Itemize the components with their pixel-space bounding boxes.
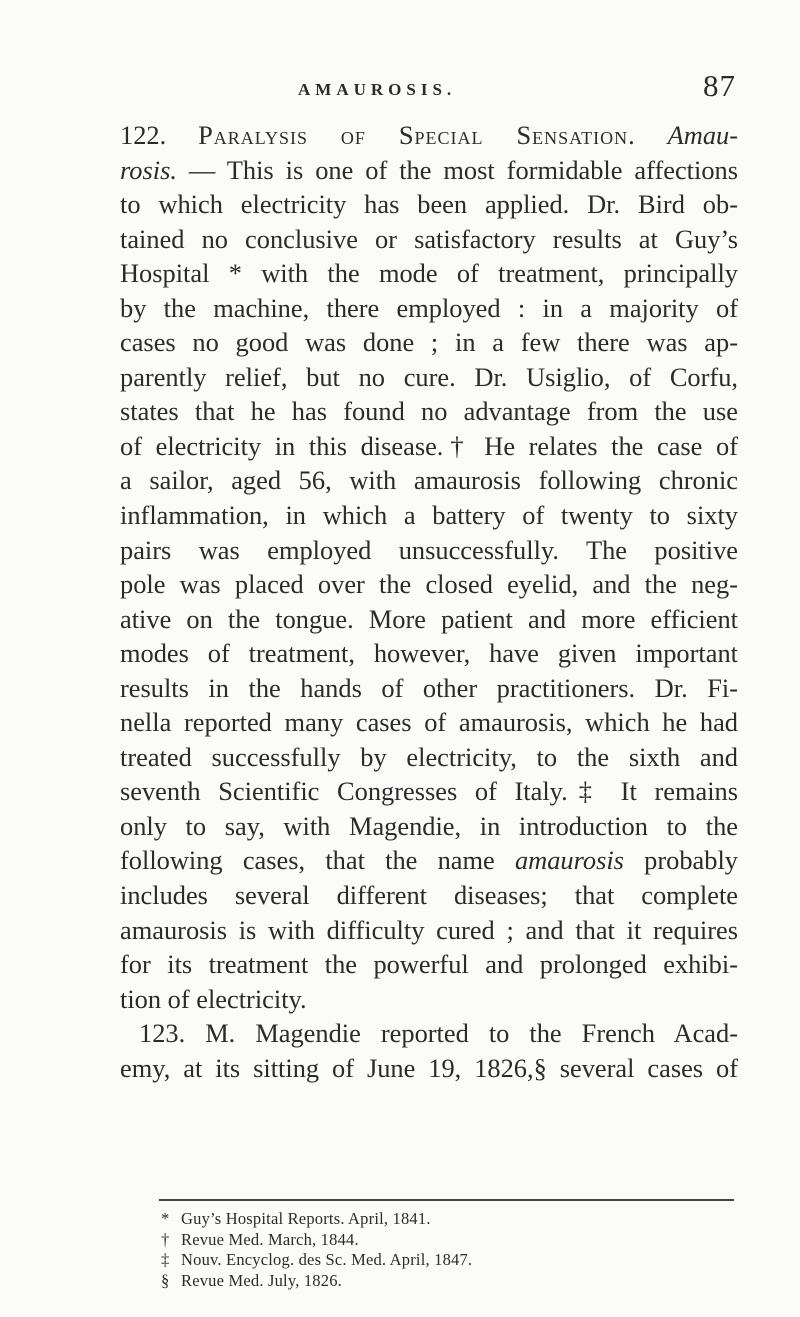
text-line-content: of electricity in this disease.† He relates the case of (120, 430, 738, 461)
text-line (120, 153, 738, 188)
text-line (120, 187, 738, 222)
text-line-content: to which electricity has been applied. Dr. Bird ob- (120, 189, 738, 220)
text-line-content: parently relief, but no cure. Dr. Usiglio, of Corfu, (120, 361, 738, 392)
text-line (120, 222, 738, 257)
footnote-text: Guy’s Hospital Reports. April, 1841. (181, 1209, 431, 1228)
text-line-content: results in the hands of other practitioners. Dr. Fi- (120, 672, 738, 703)
text-line (120, 256, 738, 291)
footnote (159, 1230, 679, 1251)
footnote (159, 1271, 679, 1292)
text-line (120, 498, 738, 533)
section-subject-continued: rosis. (120, 154, 177, 185)
text-line (120, 878, 738, 913)
footnote (159, 1250, 679, 1271)
text-line-content: cases no good was done ; in a few there was ap- (120, 327, 738, 358)
text-line (120, 1051, 738, 1086)
paragraph-number: 122. (120, 120, 199, 150)
text-line-content: nella reported many cases of amaurosis, which he had (120, 707, 738, 738)
text-line (120, 602, 738, 637)
footnote-mark: ‡ (161, 1250, 170, 1269)
text-line (120, 325, 738, 360)
text-line (120, 118, 738, 153)
text-line-content: tained no conclusive or satisfactory results at Guy’s (120, 223, 738, 254)
footnote-text: Nouv. Encyclog. des Sc. Med. April, 1847. (181, 1250, 473, 1269)
text-line (120, 429, 738, 464)
text-line (120, 1016, 738, 1051)
footnotes (159, 1209, 679, 1291)
text-line-content: pairs was employed unsuccessfully. The positive (120, 534, 738, 565)
italic-term: amaurosis (514, 845, 624, 876)
section-heading: Paralysis of Special Sensation. (198, 120, 636, 150)
text-line (120, 394, 738, 429)
footnote (159, 1209, 679, 1230)
text-line-content: only to say, with Magendie, in introduction to the (120, 810, 738, 841)
text-line-content: Hospital * with the mode of treatment, principally (120, 258, 738, 289)
text-line-content: pole was placed over the closed eyelid, and the neg- (120, 569, 738, 600)
text-line (120, 567, 738, 602)
text-line-content: for its treatment the powerful and prolonged exhibi- (120, 949, 738, 980)
text-line-content: tion of electricity. (120, 983, 307, 1014)
text-line (120, 913, 738, 948)
text-line (120, 636, 738, 671)
text-line (120, 774, 738, 809)
text-line (120, 360, 738, 395)
text-line (120, 533, 738, 568)
text-line-content: includes several different diseases; that complete (120, 880, 738, 911)
text-line-content: seventh Scientific Congresses of Italy.‡ It remains (120, 776, 738, 807)
text-line-content: inflammation, in which a battery of twenty to sixty (120, 500, 738, 531)
running-head (120, 68, 738, 112)
text-line (120, 463, 738, 498)
footnote-text: Revue Med. July, 1826. (181, 1270, 342, 1290)
text-line (120, 671, 738, 706)
text-line-content: following cases, that the name (120, 845, 515, 876)
text-line (120, 809, 738, 844)
text-line-content: ative on the tongue. More patient and more efficient (120, 603, 738, 634)
text-line-content: a sailor, aged 56, with amaurosis following chronic (120, 465, 738, 496)
text-line-content: — This is one of the most formidable affections (176, 154, 738, 185)
text-line (120, 740, 738, 775)
spacer (636, 120, 668, 150)
text-line (120, 291, 738, 326)
page-number: 87 (703, 68, 736, 103)
text-line-content: states that he has found no advantage from the use (120, 396, 738, 427)
footnote-text: Revue Med. March, 1844. (181, 1229, 359, 1249)
text-line-content: probably (623, 845, 738, 876)
text-line (120, 982, 738, 1017)
text-line-content: treated successfully by electricity, to the sixth and (120, 741, 738, 772)
footnote-mark: * (161, 1209, 170, 1228)
text-line-content: 123. M. Magendie reported to the French Acad- (139, 1018, 738, 1049)
footnote-rule (159, 1199, 734, 1201)
section-subject: Amau- (667, 120, 738, 150)
text-line (120, 947, 738, 982)
text-line-content: modes of treatment, however, have given important (120, 638, 738, 669)
text-line (120, 843, 738, 878)
running-title: AMAUROSIS. (298, 80, 457, 99)
text-line-content: emy, at its sitting of June 19, 1826,§ several cases of (120, 1052, 738, 1083)
footnote-mark: § (161, 1270, 170, 1290)
text-line-content: amaurosis is with difficulty cured ; and that it requires (120, 914, 738, 945)
footnote-mark: † (161, 1229, 170, 1249)
text-line-content: by the machine, there employed : in a majority of (120, 292, 738, 323)
text-line (120, 705, 738, 740)
body-text (120, 118, 738, 1085)
